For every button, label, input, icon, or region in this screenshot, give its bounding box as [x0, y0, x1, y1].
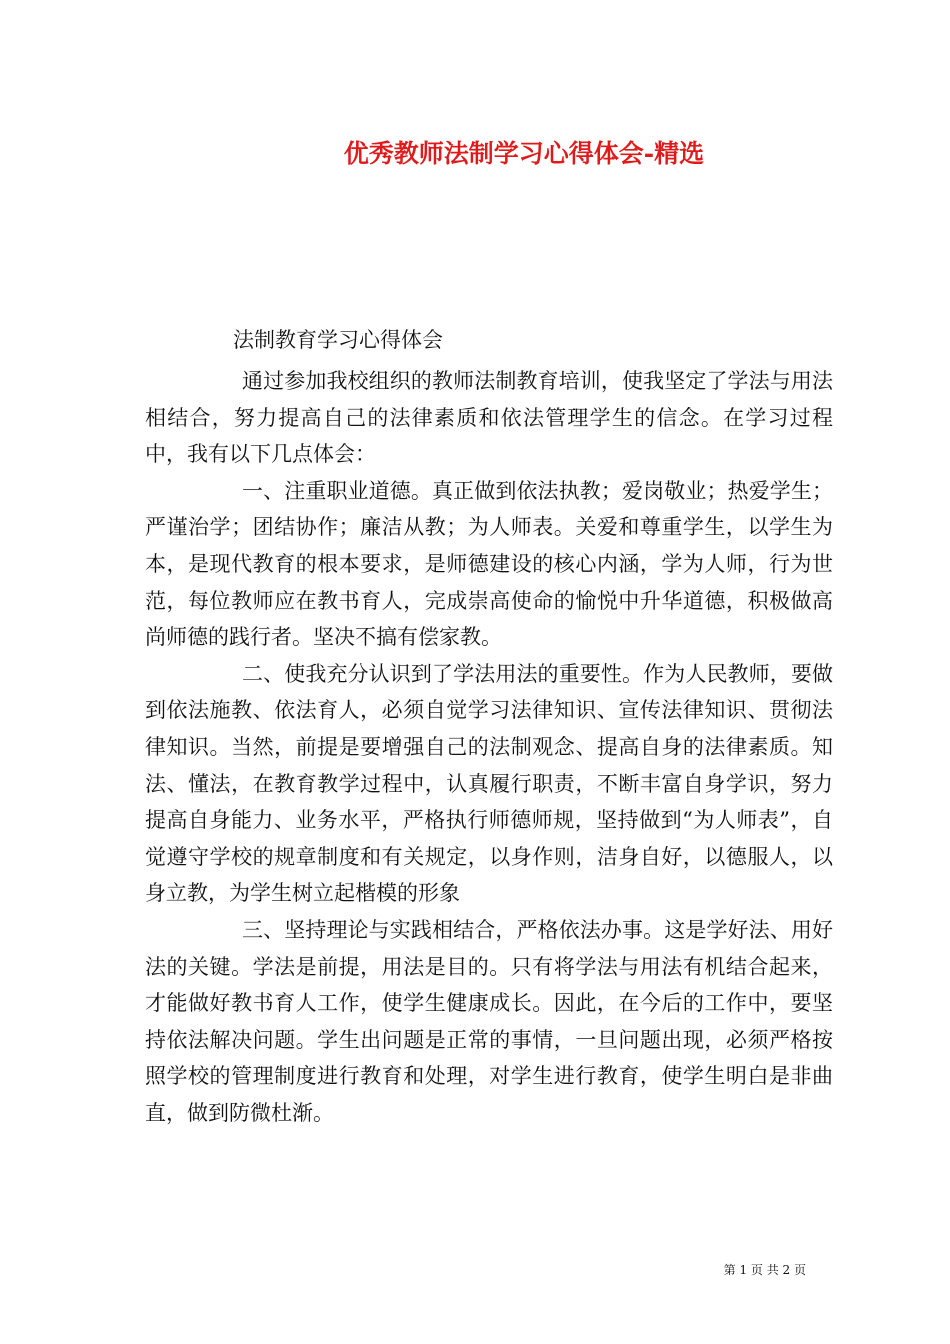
document-title: [0, 134, 950, 170]
page-number-footer: 第 1 页 共 2 页: [723, 1263, 806, 1277]
document-title-text: 优秀教师法制学习心得体会-精选: [343, 139, 705, 168]
paragraph-intro: 通过参加我校组织的教师法制教育培训，使我坚定了学法与用法相结合，努力提高自己的法律素质和依法管理学生的信念。在学习过程中，我有以下几点体会：: [145, 369, 833, 467]
document-body: [145, 363, 833, 1131]
paragraph-point-two: 二、使我充分认识到了学法用法的重要性。作为人民教师，要做到依法施教、依法育人，必须自觉学习法律知识、宣传法律知识、贯彻法律知识。当然，前提是要增强自己的法制观念、提高自身的法律素质。知法、懂法，在教育教学过程中，认真履行职责，不断丰富自身学识，努力提高自身能力、业务水平，严格执行师德师规，坚持做到“为人师表”，自觉遵守学校的规章制度和有关规定，以身作则，洁身自好，以德服人，以身立教，为学生树立起楷模的形象: [145, 661, 833, 906]
paragraph-point-three: 三、坚持理论与实践相结合，严格依法办事。这是学好法、用好法的关键。学法是前提，用法是目的。只有将学法与用法有机结合起来，才能做好教书育人工作，使学生健康成长。因此，在今后的工作中，要坚持依法解决问题。学生出问题是正常的事情，一旦问题出现，必须严格按照学校的管理制度进行教育和处理，对学生进行教育，使学生明白是非曲直，做到防微杜渐。: [145, 917, 833, 1125]
paragraph-point-one: 一、注重职业道德。真正做到依法执教；爱岗敬业；热爱学生；严谨治学；团结协作；廉洁从教；为人师表。关爱和尊重学生，以学生为本，是现代教育的根本要求，是师德建设的核心内涵，学为人师，行为世范，每位教师应在教书育人，完成崇高使命的愉悦中升华道德，积极做高尚师德的践行者。坚决不搞有偿家教。: [145, 478, 833, 650]
document-subtitle: 法制教育学习心得体会: [233, 328, 443, 352]
